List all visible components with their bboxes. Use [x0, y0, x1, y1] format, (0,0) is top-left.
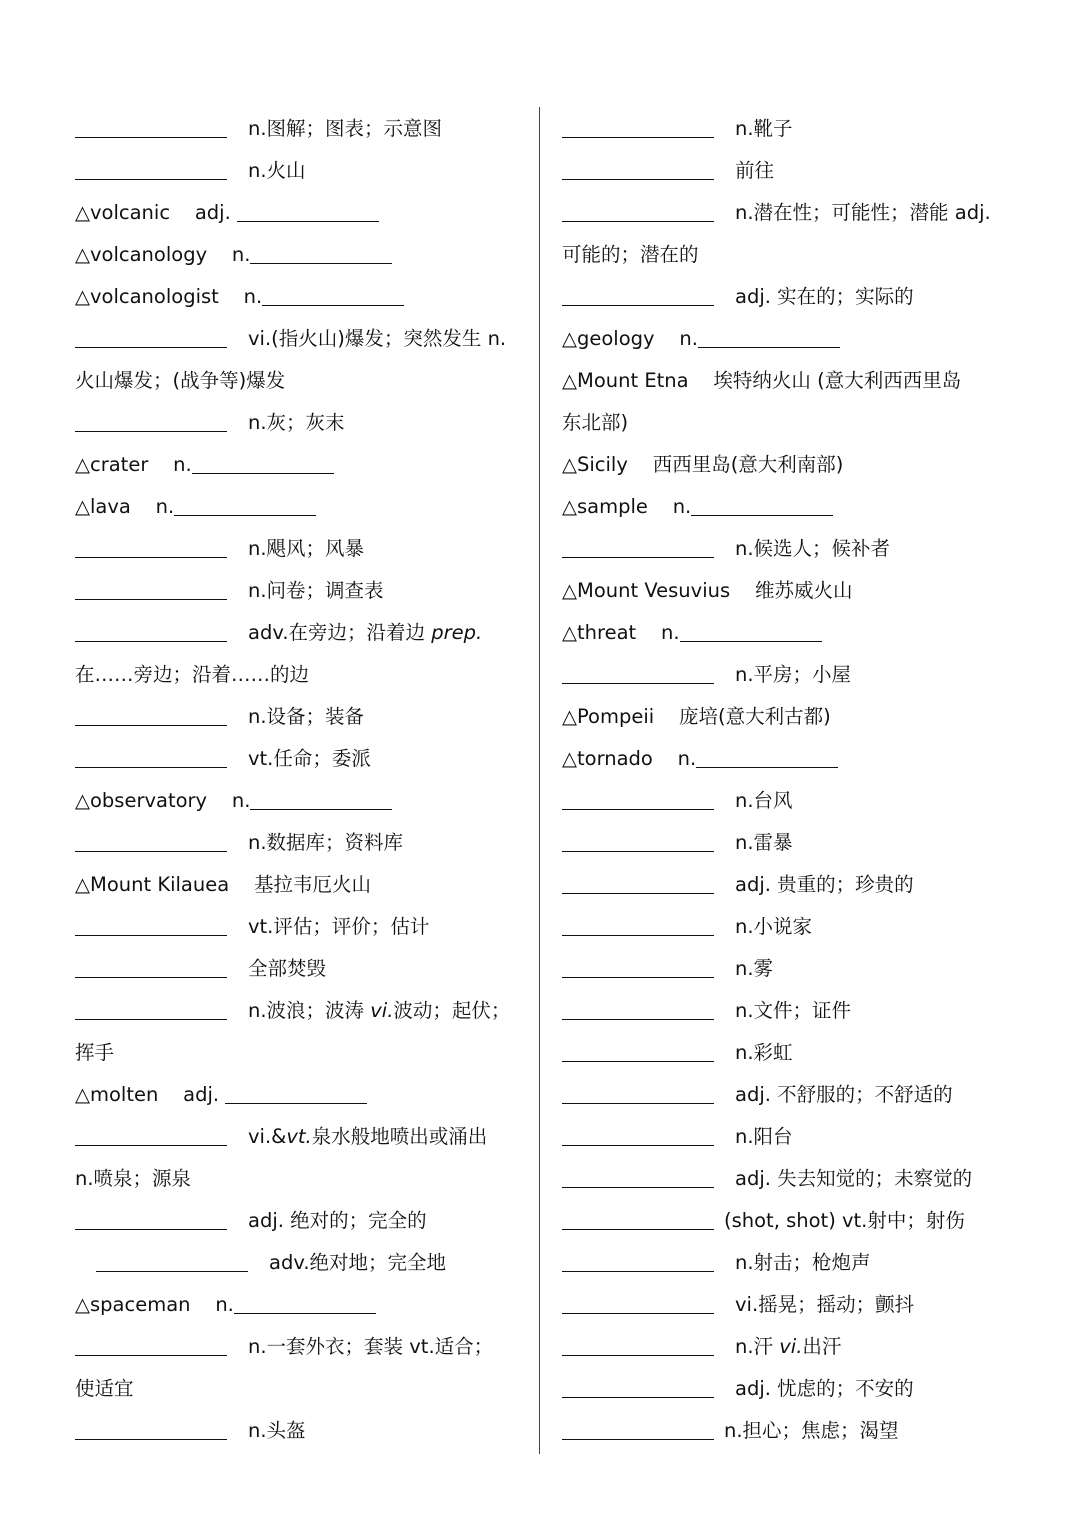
definition-text: n.图解；图表；示意图 — [248, 117, 443, 140]
definition-text: n.飓风；风暴 — [248, 537, 365, 560]
answer-blank[interactable] — [225, 1102, 367, 1104]
vocab-line — [562, 738, 1007, 780]
vocab-term: △crater — [75, 453, 149, 476]
definition-text: n.问卷；调查表 — [248, 579, 384, 602]
answer-blank[interactable] — [696, 766, 838, 768]
definition-text: n.一套外衣；套装 vt.适合； — [248, 1335, 494, 1358]
vocab-term: △tornado — [562, 747, 653, 770]
part-of-speech: n. — [243, 285, 263, 308]
vocab-term: △threat — [562, 621, 637, 644]
definition — [248, 822, 403, 864]
answer-blank[interactable] — [562, 178, 714, 180]
definition-continuation: 火山爆发；(战争等)爆发 — [75, 369, 286, 392]
part-of-speech: prep. — [431, 621, 483, 644]
part-of-speech: vt. — [286, 1125, 312, 1148]
vocab-line — [75, 696, 520, 738]
vocab-line — [562, 318, 1007, 360]
definition — [248, 990, 510, 1032]
answer-blank[interactable] — [75, 598, 227, 600]
definition-text: n.雾 — [735, 957, 774, 980]
definition-text: adv.在旁边；沿着边 — [248, 621, 432, 644]
vocab-line — [562, 948, 1007, 990]
definition-text: 出汗 — [802, 1335, 842, 1358]
answer-blank[interactable] — [562, 682, 714, 684]
definition — [735, 150, 774, 192]
definition — [735, 906, 812, 948]
definition — [248, 1326, 493, 1368]
definition — [248, 612, 482, 654]
answer-blank[interactable] — [75, 1144, 227, 1146]
answer-blank[interactable] — [562, 850, 714, 852]
vocab-line — [75, 108, 520, 150]
vocab-line — [75, 402, 520, 444]
vocab-line — [562, 276, 1007, 318]
vocab-line — [562, 486, 1007, 528]
definition-text: n.彩虹 — [735, 1041, 793, 1064]
definition — [735, 1368, 914, 1410]
definition-text: vt.任命；委派 — [248, 747, 371, 770]
vocab-line — [75, 1326, 520, 1368]
vocab-term: △Mount Vesuvius — [562, 579, 731, 602]
definition-text: n.台风 — [735, 789, 793, 812]
definition-text: 泉水般地喷出或涌出 — [311, 1125, 488, 1148]
part-of-speech: n. — [672, 495, 692, 518]
vocab-term: △molten — [75, 1083, 159, 1106]
answer-blank[interactable] — [75, 178, 227, 180]
answer-blank[interactable] — [680, 640, 822, 642]
definition — [248, 738, 371, 780]
vocab-line — [562, 780, 1007, 822]
vocab-line — [75, 906, 520, 948]
definition-text: 波动；起伏； — [393, 999, 511, 1022]
part-of-speech: vi. — [779, 1335, 803, 1358]
answer-blank[interactable] — [562, 1228, 714, 1230]
answer-blank[interactable] — [234, 1312, 376, 1314]
definition-continuation: n.喷泉；源泉 — [75, 1167, 192, 1190]
answer-blank[interactable] — [75, 724, 227, 726]
part-of-speech: n. — [231, 243, 251, 266]
vocab-term: △geology — [562, 327, 655, 350]
definition — [735, 192, 991, 234]
vocab-line — [562, 864, 1007, 906]
answer-blank[interactable] — [698, 346, 840, 348]
definition-text: n.头盔 — [248, 1419, 306, 1442]
answer-blank[interactable] — [562, 1102, 714, 1104]
definition-text: n.波浪；波涛 — [248, 999, 371, 1022]
answer-blank[interactable] — [562, 1354, 714, 1356]
answer-blank[interactable] — [75, 136, 227, 138]
vocab-line — [562, 528, 1007, 570]
answer-blank[interactable] — [562, 220, 714, 222]
vocab-line — [562, 1158, 1007, 1200]
vocab-line — [562, 1032, 1007, 1074]
vocab-term: △Mount Kilauea — [75, 873, 230, 896]
part-of-speech: n. — [679, 327, 698, 350]
definition — [248, 1116, 487, 1158]
answer-blank[interactable] — [562, 976, 714, 978]
vocab-term: △sample — [562, 495, 648, 518]
definition — [248, 1410, 306, 1452]
vocab-line — [562, 234, 1007, 276]
definition — [248, 150, 306, 192]
answer-blank[interactable] — [75, 934, 227, 936]
vocab-line — [75, 780, 520, 822]
definition — [735, 822, 793, 864]
definition-text: n.火山 — [248, 159, 306, 182]
definition-text: n.汗 — [735, 1335, 780, 1358]
definition — [735, 654, 851, 696]
vocab-line — [75, 990, 520, 1032]
column-divider — [539, 107, 540, 1454]
answer-blank[interactable] — [562, 1186, 714, 1188]
vocab-line — [75, 1410, 520, 1452]
definition-text: adj. 实在的；实际的 — [735, 285, 914, 308]
definition-text: vi.& — [248, 1125, 287, 1148]
definition — [269, 1242, 446, 1284]
definition — [735, 990, 851, 1032]
vocab-line — [562, 822, 1007, 864]
part-of-speech: n. — [660, 621, 680, 644]
part-of-speech: vi. — [370, 999, 394, 1022]
definition-text: 前往 — [735, 159, 775, 182]
vocab-line — [75, 192, 520, 234]
definition-text: vi.(指火山)爆发；突然发生 n. — [248, 327, 507, 350]
answer-blank[interactable] — [562, 1060, 714, 1062]
vocab-line — [75, 1032, 520, 1074]
definition — [735, 948, 773, 990]
definition-text: n.数据库；资料库 — [248, 831, 404, 854]
answer-blank[interactable] — [174, 514, 316, 516]
definition — [735, 1116, 793, 1158]
definition — [735, 1074, 953, 1116]
answer-blank[interactable] — [192, 472, 334, 474]
definition-text: n.小说家 — [735, 915, 813, 938]
answer-blank[interactable] — [562, 1018, 714, 1020]
definition-text: n.靴子 — [735, 117, 793, 140]
part-of-speech: n. — [215, 1293, 234, 1316]
answer-blank[interactable] — [262, 304, 404, 306]
vocab-line — [75, 150, 520, 192]
answer-blank[interactable] — [75, 850, 227, 852]
definition-text: n.候选人；候补者 — [735, 537, 891, 560]
vocab-term: △Mount Etna — [562, 369, 689, 392]
vocab-line — [562, 150, 1007, 192]
definition — [248, 318, 506, 360]
part-of-speech: adj. — [194, 201, 231, 224]
vocab-line — [75, 234, 520, 276]
answer-blank[interactable] — [250, 262, 392, 264]
definition-text: (shot, shot) vt.射中；射伤 — [724, 1209, 965, 1232]
definition — [248, 570, 384, 612]
definition-text: 维苏威火山 — [754, 579, 853, 602]
vocab-line — [75, 444, 520, 486]
definition-text: n.潜在性；可能性；潜能 adj. — [735, 201, 991, 224]
definition-text: 埃特纳火山 (意大利西西里岛 — [713, 369, 962, 392]
answer-blank[interactable] — [75, 976, 227, 978]
vocab-line — [75, 612, 520, 654]
vocab-line — [75, 528, 520, 570]
definition-text: n.射击；枪炮声 — [735, 1251, 871, 1274]
definition — [735, 780, 793, 822]
vocab-term: △observatory — [75, 789, 208, 812]
part-of-speech: n. — [173, 453, 192, 476]
definition-text: adj. 贵重的；珍贵的 — [735, 873, 914, 896]
vocab-line — [75, 864, 520, 906]
answer-blank[interactable] — [562, 892, 714, 894]
definition — [248, 948, 326, 990]
definition-text: adv.绝对地；完全地 — [269, 1251, 447, 1274]
definition — [248, 108, 442, 150]
answer-blank[interactable] — [96, 1270, 248, 1272]
definition — [735, 864, 914, 906]
vocab-line — [75, 654, 520, 696]
right-column — [562, 108, 1007, 1452]
answer-blank[interactable] — [562, 1270, 714, 1272]
definition-text: n.灰；灰末 — [248, 411, 345, 434]
answer-blank[interactable] — [75, 1438, 227, 1440]
vocab-line — [562, 696, 1007, 738]
answer-blank[interactable] — [562, 136, 714, 138]
vocab-line — [562, 402, 1007, 444]
vocab-line — [562, 108, 1007, 150]
vocab-line — [562, 1200, 1007, 1242]
answer-blank[interactable] — [562, 1396, 714, 1398]
vocab-line — [75, 948, 520, 990]
vocab-line — [75, 1368, 520, 1410]
definition-text: adj. 忧虑的；不安的 — [735, 1377, 914, 1400]
vocab-line — [562, 1368, 1007, 1410]
vocab-line — [562, 654, 1007, 696]
answer-blank[interactable] — [75, 1354, 227, 1356]
vocab-line — [75, 360, 520, 402]
definition — [248, 696, 364, 738]
definition-text: vi.摇晃；摇动；颤抖 — [735, 1293, 915, 1316]
vocab-line — [75, 1158, 520, 1200]
vocab-line — [562, 1074, 1007, 1116]
definition-text: n.设备；装备 — [248, 705, 365, 728]
vocab-line — [75, 738, 520, 780]
vocab-term: △volcanic — [75, 201, 171, 224]
answer-blank[interactable] — [75, 1018, 227, 1020]
vocab-line — [75, 822, 520, 864]
definition — [724, 1410, 899, 1452]
answer-blank[interactable] — [237, 220, 379, 222]
definition-text: adj. 绝对的；完全的 — [248, 1209, 427, 1232]
vocab-line — [562, 990, 1007, 1032]
vocab-line — [75, 276, 520, 318]
definition-continuation: 使适宜 — [75, 1377, 134, 1400]
vocab-line — [75, 570, 520, 612]
definition-text: 西西里岛(意大利南部) — [652, 453, 844, 476]
definition-continuation: 在……旁边；沿着……的边 — [75, 663, 310, 686]
left-column — [75, 108, 520, 1452]
answer-blank[interactable] — [562, 934, 714, 936]
definition-text: adj. 不舒服的；不舒适的 — [735, 1083, 953, 1106]
vocab-line — [562, 570, 1007, 612]
definition-text: n.担心；焦虑；渴望 — [724, 1419, 899, 1442]
definition — [735, 1284, 914, 1326]
vocab-line — [562, 1326, 1007, 1368]
definition — [248, 402, 345, 444]
definition-continuation: 东北部) — [562, 411, 629, 434]
vocab-line — [75, 1074, 520, 1116]
definition-text: 基拉韦厄火山 — [254, 873, 372, 896]
definition — [735, 276, 914, 318]
definition — [248, 906, 429, 948]
answer-blank[interactable] — [562, 304, 714, 306]
vocab-line — [562, 444, 1007, 486]
vocab-line — [75, 1200, 520, 1242]
part-of-speech: n. — [677, 747, 697, 770]
answer-blank[interactable] — [691, 514, 833, 516]
definition-text: n.雷暴 — [735, 831, 793, 854]
definition — [735, 1242, 871, 1284]
definition — [735, 1158, 972, 1200]
vocab-line — [562, 1410, 1007, 1452]
part-of-speech: n. — [231, 789, 251, 812]
answer-blank[interactable] — [75, 430, 227, 432]
answer-blank[interactable] — [562, 1438, 714, 1440]
definition-text: 庞培(意大利古都) — [679, 705, 831, 728]
vocab-term: △volcanology — [75, 243, 208, 266]
answer-blank[interactable] — [562, 556, 714, 558]
answer-blank[interactable] — [75, 346, 227, 348]
vocab-term: △lava — [75, 495, 131, 518]
vocab-line — [562, 360, 1007, 402]
part-of-speech: n. — [155, 495, 175, 518]
vocab-line — [75, 1242, 520, 1284]
vocab-line — [75, 318, 520, 360]
definition-text: 全部焚毁 — [248, 957, 327, 980]
definition — [248, 1200, 427, 1242]
answer-blank[interactable] — [75, 1228, 227, 1230]
definition — [735, 1326, 841, 1368]
vocab-term: △Pompeii — [562, 705, 655, 728]
answer-blank[interactable] — [562, 1312, 714, 1314]
vocab-line — [562, 906, 1007, 948]
answer-blank[interactable] — [75, 766, 227, 768]
definition — [724, 1200, 965, 1242]
definition-text: adj. 失去知觉的；未察觉的 — [735, 1167, 973, 1190]
definition — [248, 528, 364, 570]
vocab-line — [562, 1284, 1007, 1326]
vocab-term: △volcanologist — [75, 285, 219, 308]
definition-continuation: 可能的；潜在的 — [562, 243, 699, 266]
definition — [735, 528, 890, 570]
vocab-line — [75, 1284, 520, 1326]
vocab-line — [562, 1242, 1007, 1284]
answer-blank[interactable] — [75, 640, 227, 642]
definition-text: vt.评估；评价；估计 — [248, 915, 430, 938]
definition — [735, 108, 793, 150]
definition-text: n.文件；证件 — [735, 999, 852, 1022]
definition-text: n.平房；小屋 — [735, 663, 852, 686]
definition — [735, 1032, 793, 1074]
vocab-line — [75, 486, 520, 528]
vocab-line — [75, 1116, 520, 1158]
vocab-term: △Sicily — [562, 453, 628, 476]
definition-continuation: 挥手 — [75, 1041, 115, 1064]
answer-blank[interactable] — [75, 556, 227, 558]
vocab-line — [562, 1116, 1007, 1158]
vocab-term: △spaceman — [75, 1293, 191, 1316]
definition-text: n.阳台 — [735, 1125, 793, 1148]
part-of-speech: adj. — [183, 1083, 220, 1106]
answer-blank[interactable] — [250, 808, 392, 810]
answer-blank[interactable] — [562, 808, 714, 810]
vocab-line — [562, 612, 1007, 654]
answer-blank[interactable] — [562, 1144, 714, 1146]
vocab-line — [562, 192, 1007, 234]
